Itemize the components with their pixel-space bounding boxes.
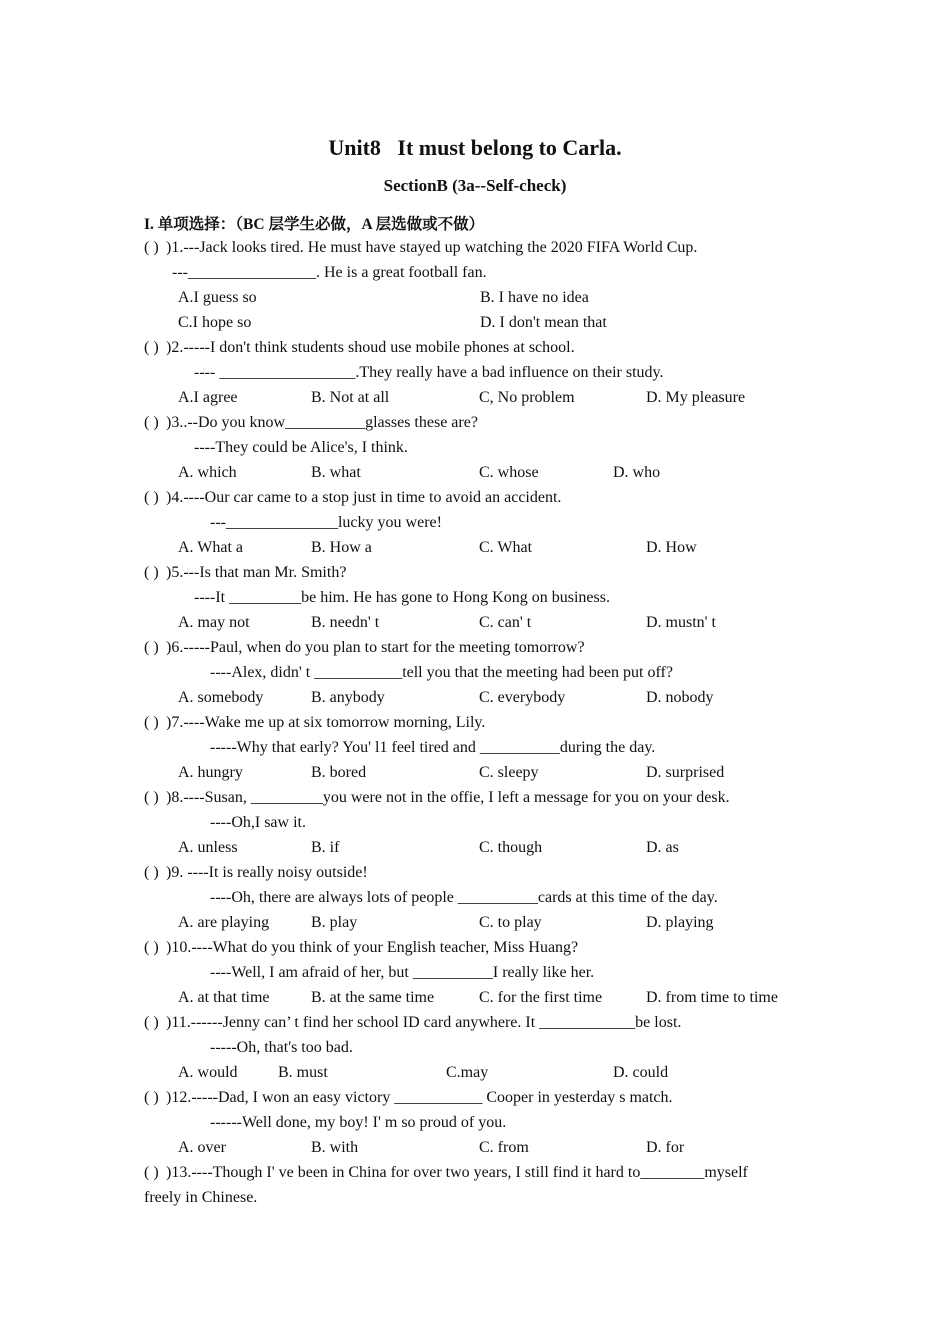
option-b: B. I have no idea: [480, 289, 589, 306]
option-c: C. to play: [479, 914, 542, 931]
option-a: A.I guess so: [178, 289, 257, 306]
option-d: D. My pleasure: [646, 389, 746, 406]
question-10: [0, 935, 950, 960]
option-c: C. sleepy: [479, 764, 539, 781]
options-row: [0, 285, 950, 310]
reply-line: [0, 810, 950, 835]
option-d: D. How: [646, 539, 697, 556]
reply-line: [0, 585, 950, 610]
question-7: [0, 710, 950, 735]
question-text: -----Paul, when do you plan to start for the meeting tomorrow?: [183, 639, 585, 656]
option-a: A. hungry: [178, 764, 243, 781]
reply-line: [0, 260, 950, 285]
option-a: A. at that time: [178, 989, 270, 1006]
reply-line: [0, 510, 950, 535]
option-c: C. whose: [479, 464, 539, 481]
question-number: )6.: [166, 639, 184, 656]
question-stem: [166, 710, 485, 735]
answer-blank: ( ): [144, 1089, 159, 1106]
page-title: Unit8 It must belong to Carla.: [328, 135, 622, 160]
question-4: [0, 485, 950, 510]
answer-blank: ( ): [144, 864, 159, 881]
question-5: [0, 560, 950, 585]
answer-blank: ( ): [144, 714, 159, 731]
option-c: C. from: [479, 1139, 529, 1156]
reply-text: ----It _________be him. He has gone to Hong Kong on business.: [194, 589, 610, 606]
option-b: B. Not at all: [311, 389, 390, 406]
option-a: A. somebody: [178, 689, 264, 706]
reply-text: ----Well, I am afraid of her, but __________I really like her.: [210, 964, 595, 981]
reply-text: ----Oh,I saw it.: [210, 814, 306, 831]
question-number: )12.: [166, 1089, 192, 1106]
option-b: B. with: [311, 1139, 359, 1156]
option-b: B. bored: [311, 764, 367, 781]
question-text: ----What do you think of your English teacher, Miss Huang?: [191, 939, 579, 956]
option-c: C. can' t: [479, 614, 532, 631]
option-b: B. How a: [311, 539, 372, 556]
question-number: )2.: [166, 339, 184, 356]
options-row: [0, 460, 950, 485]
answer-blank: ( ): [144, 789, 159, 806]
option-a: A. are playing: [178, 914, 270, 931]
question-stem: [166, 485, 561, 510]
question-13: [0, 1160, 950, 1185]
option-c: C, No problem: [479, 389, 575, 406]
option-d: D. from time to time: [646, 989, 778, 1006]
question-text: ----Our car came to a stop just in time to avoid an accident.: [183, 489, 562, 506]
option-a: A. would: [178, 1064, 238, 1081]
reply-line: [0, 660, 950, 685]
option-d: D. nobody: [646, 689, 714, 706]
question-list: [0, 235, 950, 1210]
option-b: B. must: [278, 1064, 328, 1081]
answer-blank: ( ): [144, 489, 159, 506]
option-d: D. playing: [646, 914, 714, 931]
option-c: C. though: [479, 839, 543, 856]
option-c: C. for the first time: [479, 989, 603, 1006]
question-stem: [166, 1085, 673, 1110]
question-text: ----Susan, _________you were not in the offie, I left a message for you on your desk.: [183, 789, 730, 806]
reply-line: [0, 735, 950, 760]
question-stem: [166, 560, 346, 585]
question-stem: [166, 1010, 681, 1035]
question-6: [0, 635, 950, 660]
reply-text: ----Oh, there are always lots of people __________cards at this time of the day.: [210, 889, 718, 906]
option-b: B. what: [311, 464, 361, 481]
question-number: )8.: [166, 789, 184, 806]
option-d: D. for: [646, 1139, 685, 1156]
answer-blank: ( ): [144, 339, 159, 356]
option-c: C.I hope so: [178, 314, 252, 331]
answer-blank: ( ): [144, 1164, 159, 1181]
options-row: [0, 835, 950, 860]
question-number: )9.: [166, 864, 184, 881]
question-text: -----Dad, I won an easy victory ___________ Cooper in yesterday s match.: [191, 1089, 673, 1106]
answer-blank: ( ): [144, 939, 159, 956]
options-row: [0, 385, 950, 410]
options-row: [0, 760, 950, 785]
option-d: D. who: [613, 464, 661, 481]
reply-line: [0, 885, 950, 910]
options-row: [0, 610, 950, 635]
reply-text: ---________________. He is a great football fan.: [172, 264, 487, 281]
question-text: ----Wake me up at six tomorrow morning, Lily.: [183, 714, 486, 731]
answer-blank: ( ): [144, 414, 159, 431]
question-stem: [166, 1160, 748, 1185]
options-row: [0, 1135, 950, 1160]
question-number: )7.: [166, 714, 184, 731]
question-continuation: [0, 1185, 950, 1210]
reply-text: ----Alex, didn' t ___________tell you that the meeting had been put off?: [210, 664, 673, 681]
option-a: A. What a: [178, 539, 244, 556]
question-text: ----Though I' ve been in China for over two years, I still find it hard to________myself: [191, 1164, 748, 1181]
question-stem: [166, 635, 585, 660]
question-number: )4.: [166, 489, 184, 506]
reply-text: -----Why that early? You' l1 feel tired and __________during the day.: [210, 739, 656, 756]
question-text: --Do you know__________glasses these are?: [187, 414, 478, 431]
reply-text: ----They could be Alice's, I think.: [194, 439, 408, 456]
question-number: )5.: [166, 564, 184, 581]
reply-text: ------Well done, my boy! I' m so proud of you.: [210, 1114, 507, 1131]
reply-line: [0, 360, 950, 385]
continuation-text: freely in Chinese.: [144, 1189, 258, 1206]
question-text: ---Is that man Mr. Smith?: [183, 564, 347, 581]
question-stem: [166, 860, 368, 885]
question-text: ------Jenny can’ t find her school ID card anywhere. It ____________be lost.: [190, 1014, 682, 1031]
reply-line: [0, 960, 950, 985]
question-8: [0, 785, 950, 810]
question-text: ----It is really noisy outside!: [183, 864, 368, 881]
options-row: [0, 910, 950, 935]
reply-line: [0, 1035, 950, 1060]
reply-text: ---______________lucky you were!: [210, 514, 442, 531]
option-c: C.may: [446, 1064, 489, 1081]
options-row: [0, 1060, 950, 1085]
question-stem: [166, 235, 697, 260]
option-d: D. I don't mean that: [480, 314, 607, 331]
option-c: C. everybody: [479, 689, 566, 706]
option-b: B. anybody: [311, 689, 385, 706]
answer-blank: ( ): [144, 639, 159, 656]
options-row: [0, 310, 950, 335]
answer-blank: ( ): [144, 239, 159, 256]
option-a: A. unless: [178, 839, 238, 856]
question-12: [0, 1085, 950, 1110]
question-stem: [166, 935, 578, 960]
question-stem: [166, 785, 730, 810]
section-heading: I. 单项选择：（BC 层学生必做，A 层选做或不做）: [144, 216, 485, 233]
question-number: )11.: [166, 1014, 191, 1031]
question-number: )3..: [166, 414, 188, 431]
options-row: [0, 535, 950, 560]
option-a: A. over: [178, 1139, 226, 1156]
option-d: D. could: [613, 1064, 669, 1081]
question-11: [0, 1010, 950, 1035]
question-stem: [166, 335, 575, 360]
option-b: B. if: [311, 839, 340, 856]
option-b: B. at the same time: [311, 989, 435, 1006]
question-stem: [166, 410, 478, 435]
option-a: A.I agree: [178, 389, 238, 406]
option-b: B. needn' t: [311, 614, 380, 631]
option-a: A. which: [178, 464, 237, 481]
reply-line: [0, 1110, 950, 1135]
option-d: D. mustn' t: [646, 614, 716, 631]
option-d: D. as: [646, 839, 679, 856]
options-row: [0, 685, 950, 710]
page-subtitle: SectionB (3a--Self-check): [383, 176, 567, 195]
question-2: [0, 335, 950, 360]
question-3: [0, 410, 950, 435]
option-c: C. What: [479, 539, 533, 556]
answer-blank: ( ): [144, 1014, 159, 1031]
question-9: [0, 860, 950, 885]
option-b: B. play: [311, 914, 358, 931]
question-number: )13.: [166, 1164, 192, 1181]
question-text: ---Jack looks tired. He must have stayed up watching the 2020 FIFA World Cup.: [183, 239, 698, 256]
options-row: [0, 985, 950, 1010]
reply-text: ---- _________________.They really have a bad influence on their study.: [194, 364, 664, 381]
answer-blank: ( ): [144, 564, 159, 581]
question-number: )10.: [166, 939, 192, 956]
question-1: [0, 235, 950, 260]
option-d: D. surprised: [646, 764, 725, 781]
reply-line: [0, 435, 950, 460]
reply-text: -----Oh, that's too bad.: [210, 1039, 353, 1056]
option-a: A. may not: [178, 614, 250, 631]
question-number: )1.: [166, 239, 184, 256]
question-text: -----I don't think students shoud use mobile phones at school.: [183, 339, 575, 356]
